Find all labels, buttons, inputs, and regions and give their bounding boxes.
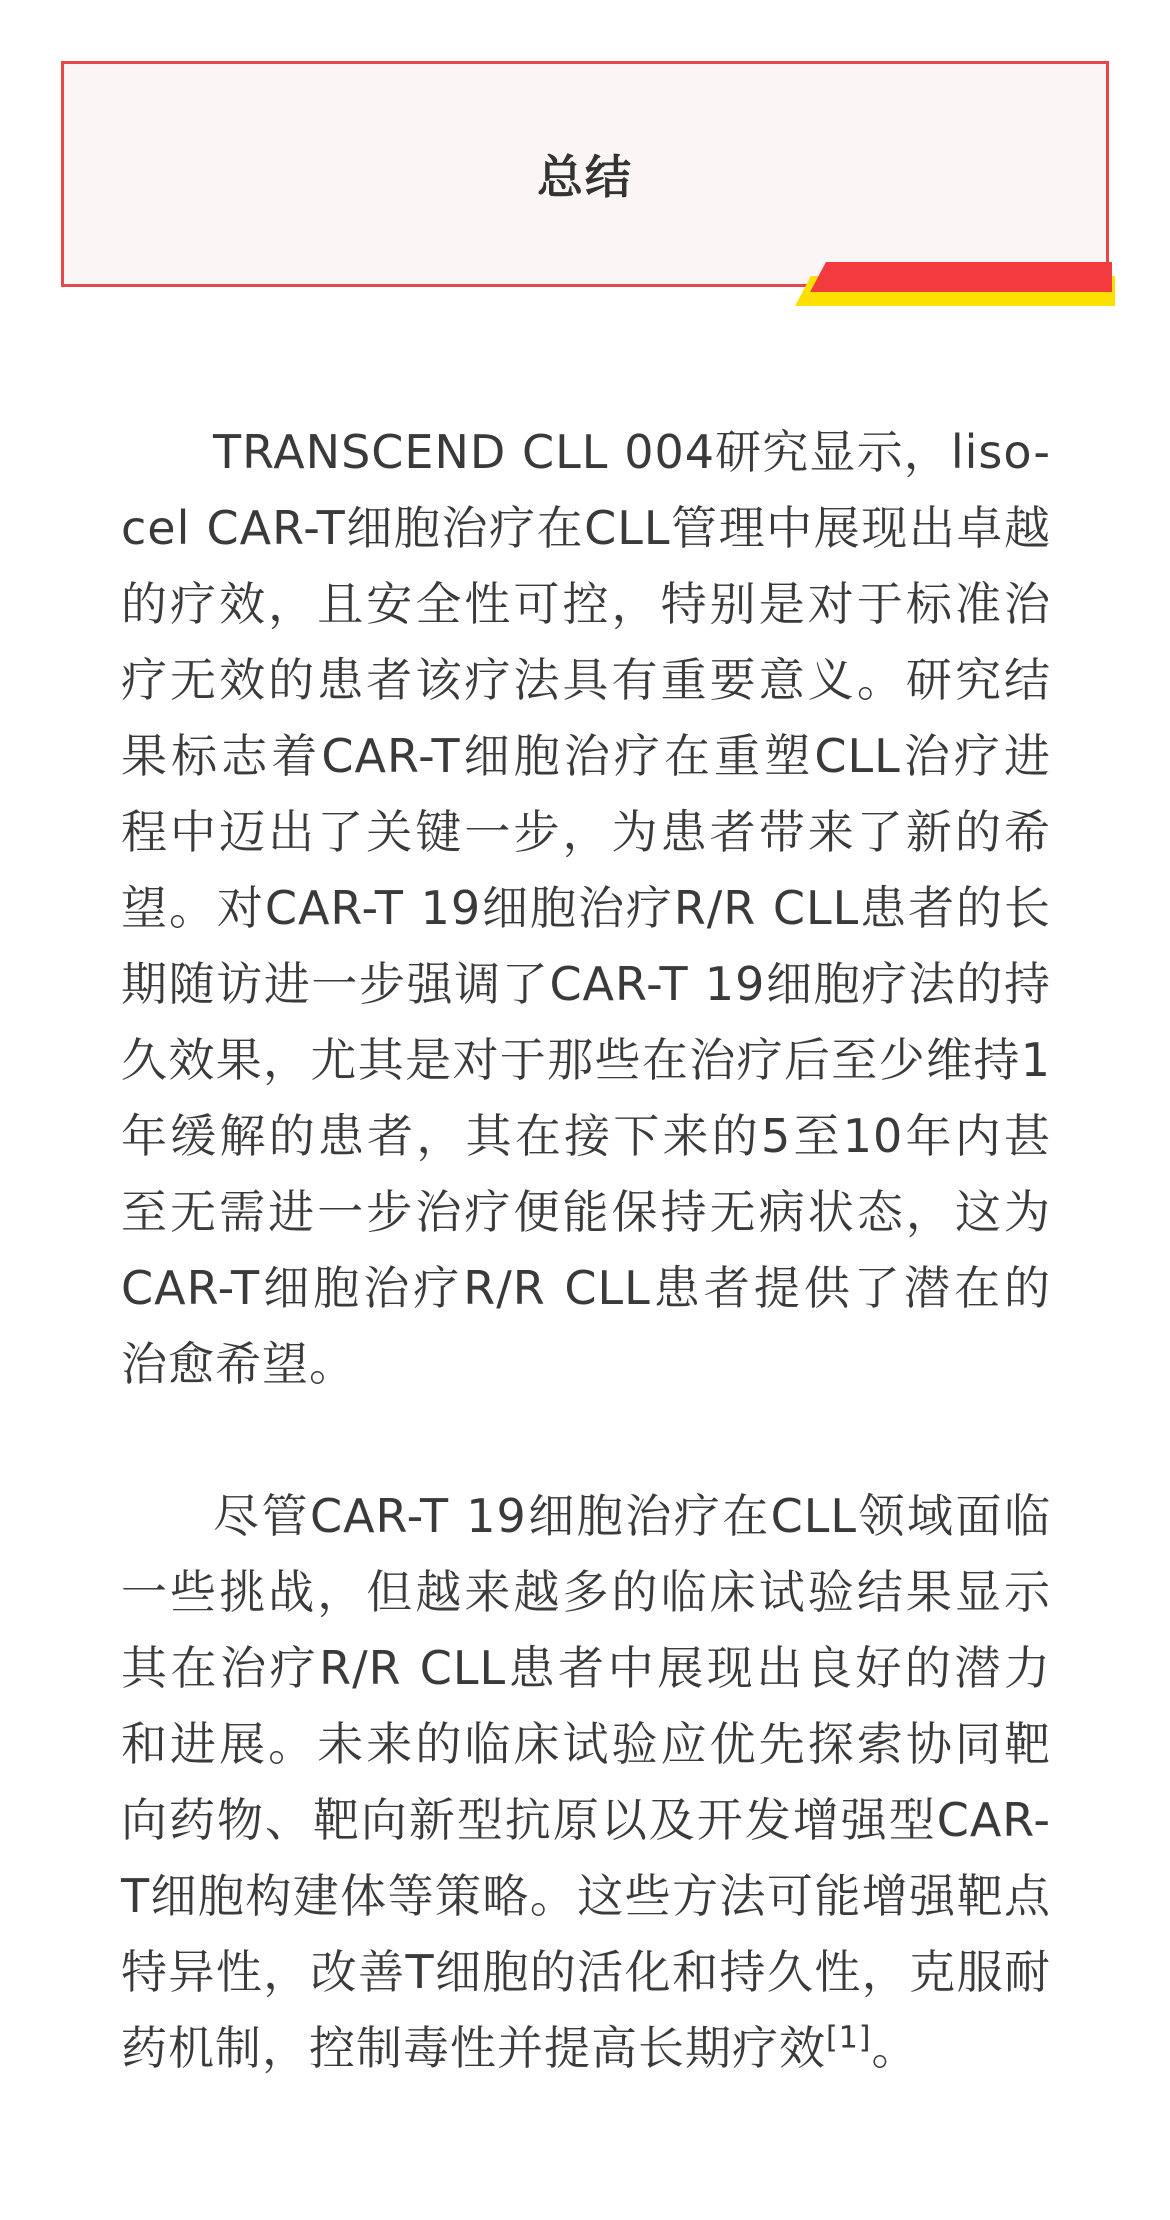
section-header-box xyxy=(61,61,1109,287)
section-title: 总结 xyxy=(537,150,633,204)
reference-marker: [1] xyxy=(826,2020,872,2056)
header-decoration-red-stripe xyxy=(810,262,1112,292)
paragraph-1: TRANSCEND CLL 004研究显示，liso-cel CAR-T细胞治疗在CLL管理中展现出卓越的疗效，且安全性可控，特别是对于标准治疗无效的患者该疗法具有重要意义。研究结果标志着CAR-T细胞治疗在重塑CLL治疗进程中迈出了关键一步，为患者带来了新的希望。对CAR-T 19细胞治疗R/R CLL患者的长期随访进一步强调了CAR-T 19细胞疗法的持久效果，尤其是对于那些在治疗后至少维持1年缓解的患者，其在接下来的5至10年内甚至无需进一步治疗便能保持无病状态，这为CAR-T细胞治疗R/R CLL患者提供了潜在的治愈希望。 xyxy=(121,425,1051,1391)
article-body xyxy=(121,414,1051,2086)
paragraph-2-text: 尽管CAR-T 19细胞治疗在CLL领域面临一些挑战，但越来越多的临床试验结果显示其在治疗R/R CLL患者中展现出良好的潜力和进展。未来的临床试验应优先探索协同靶向药物、靶向新型抗原以及开发增强型CAR-T细胞构建体等策略。这些方法可能增强靶点特异性，改善T细胞的活化和持久性，克服耐药机制，控制毒性并提高长期疗效 xyxy=(121,1489,1051,2075)
paragraph-2-ending: 。 xyxy=(871,2021,919,2075)
paragraph-2 xyxy=(121,1478,1051,2086)
